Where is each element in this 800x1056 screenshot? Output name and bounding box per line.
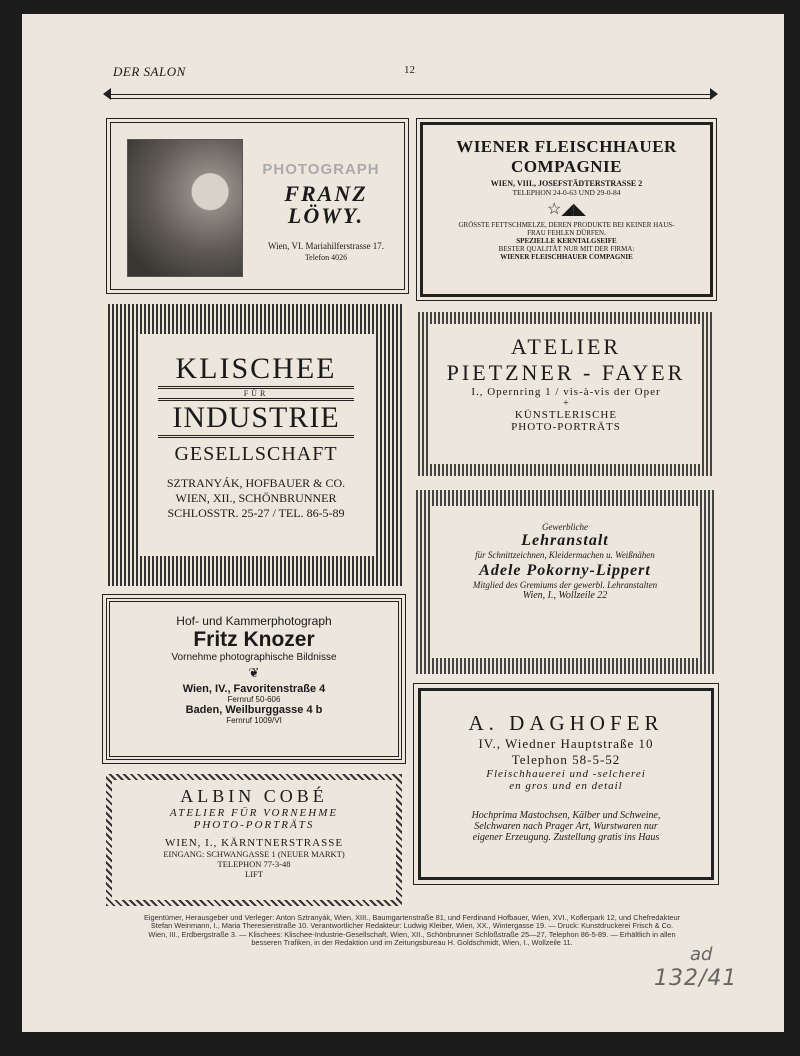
klischee-industrie: INDUSTRIE bbox=[172, 401, 340, 434]
magazine-title: DER SALON bbox=[113, 64, 186, 79]
pietzner-name: PIETZNER - FAYER bbox=[446, 360, 686, 385]
header-rule bbox=[110, 94, 710, 99]
lowy-address: Wien, VI. Mariahilferstrasse 17. bbox=[268, 241, 384, 251]
klischee-title: KLISCHEE bbox=[175, 352, 337, 385]
wiener-line-5: WIENER FLEISCHHAUER COMPAGNIE bbox=[500, 253, 633, 261]
knozer-monogram-icon: ❦ bbox=[248, 665, 260, 680]
knozer-line-6: Baden, Weilburggasse 4 b bbox=[185, 704, 323, 716]
daghofer-line-8: eigener Erzeugung. Zustellung gratis ins Haus bbox=[472, 832, 660, 843]
klischee-line-2: WIEN, XII., SCHÖNBRUNNER bbox=[175, 491, 337, 505]
page-number: 12 bbox=[404, 64, 415, 76]
klischee-line-1: SZTRANYÁK, HOFBAUER & CO. bbox=[166, 476, 346, 490]
cobe-line-6: TELEPHON 77-3-48 bbox=[217, 859, 291, 869]
pietzner-plus: + bbox=[563, 398, 569, 409]
wiener-line-4: BESTER QUALITÄT NUR MIT DER FIRMA: bbox=[498, 245, 635, 253]
daghofer-line-7: Selchwaren nach Prager Art, Wurstwaren nur bbox=[474, 821, 658, 832]
cobe-line-3: PHOTO-PORTRÄTS bbox=[193, 819, 315, 831]
knozer-line-5: Fernruf 50-606 bbox=[227, 695, 281, 704]
ad-klischee-industrie bbox=[108, 304, 404, 586]
daghofer-line-5: en gros und en detail bbox=[509, 780, 623, 792]
knozer-line-4: Wien, IV., Favoritenstraße 4 bbox=[182, 683, 326, 695]
photograph-label: PHOTOGRAPH bbox=[262, 161, 380, 178]
lehr-line-3: für Schnittzeichnen, Kleidermachen u. Weißnähen bbox=[475, 550, 655, 560]
lowy-name-1: FRANZ bbox=[284, 181, 368, 206]
klischee-line-3: SCHLOSSTR. 25-27 / TEL. 86-5-89 bbox=[167, 506, 345, 520]
lehr-line-4: Adele Pokorny-Lippert bbox=[479, 562, 651, 579]
wiener-address: WIEN, VIII., JOSEFSTÄDTERSTRASSE 2 bbox=[490, 179, 643, 188]
daghofer-line-4: Fleischhauerei und -selcherei bbox=[486, 768, 646, 780]
knozer-line-3: Vornehme photographische Bildnisse bbox=[171, 652, 337, 663]
cobe-line-4: WIEN, I., KÄRNTNERSTRASSE bbox=[164, 837, 344, 849]
knozer-line-1: Hof- und Kammerphotograph bbox=[176, 614, 332, 628]
imprint bbox=[112, 914, 712, 948]
lowy-phone: Telefon 4026 bbox=[304, 253, 348, 262]
knozer-line-2: Fritz Knozer bbox=[193, 628, 315, 651]
imprint-line-2: Stefan Weinmann, I., Maria Theresienstraße 10. Verantwortlicher Redakteur: Ludwig Kleiber, Wien, XX., Wintergasse 19. — Druck: Kunstdruckerei Frisch & Co. bbox=[150, 921, 674, 931]
knozer-line-7: Fernruf 1009/VI bbox=[226, 716, 282, 725]
klischee-fur: FÜR bbox=[158, 386, 354, 401]
lehr-line-1: Gewerbliche bbox=[542, 522, 588, 532]
daghofer-line-6: Hochprima Mastochsen, Kälber und Schweine, bbox=[471, 810, 661, 821]
ad-lehranstalt-pokorny bbox=[416, 490, 714, 674]
lehr-line-2: Lehranstalt bbox=[521, 532, 609, 549]
ad-daghofer bbox=[418, 688, 714, 880]
ad-franz-lowy bbox=[110, 122, 405, 290]
klischee-divider bbox=[158, 435, 354, 443]
ad-fritz-knozer bbox=[106, 598, 402, 760]
ad-atelier-pietzner-fayer bbox=[418, 312, 714, 476]
portrait-photo bbox=[127, 139, 243, 277]
pietzner-line-2: KÜNSTLERISCHE bbox=[514, 409, 618, 421]
cobe-line-2: ATELIER FÜR VORNEHME bbox=[169, 807, 339, 819]
imprint-line-1: Eigentümer, Herausgeber und Verleger: Anton Sztranyák, Wien, XIII., Baumgartenstraße 81, und Ferdinand Hofbauer, Wien, XVI., Koflerpark 12, und Chefredakteur bbox=[143, 913, 681, 922]
daghofer-line-2: IV., Wiedner Hauptstraße 10 bbox=[478, 736, 654, 751]
wiener-title-2: COMPAGNIE bbox=[511, 157, 622, 176]
daghofer-line-1: A. DAGHOFER bbox=[468, 711, 664, 735]
lehr-line-6: Wien, I., Wollzeile 22 bbox=[522, 590, 608, 601]
imprint-line-4: besseren Trafiken, in der Redaktion und im Zeitungsbureau H. Goldschmidt, Wien, I., Wollzeile 11. bbox=[251, 938, 573, 948]
lowy-name-2: LÖWY. bbox=[287, 203, 365, 228]
wiener-line-1: GRÖSSTE FETTSCHMELZE, DEREN PRODUKTE BEI KEINER HAUS- bbox=[458, 221, 675, 229]
pietzner-atelier: ATELIER bbox=[510, 334, 622, 359]
pietzner-line-3: PHOTO-PORTRÄTS bbox=[511, 421, 621, 433]
wiener-phone: TELEPHON 24-0-63 UND 29-0-84 bbox=[512, 188, 621, 197]
wiener-line-2: FRAU FEHLEN DÜRFEN. bbox=[527, 229, 606, 237]
wiener-line-3: SPEZIELLE KERNTALGSEIFE bbox=[516, 237, 617, 245]
daghofer-line-3: Telephon 58-5-52 bbox=[511, 752, 621, 767]
lehr-line-5: Mitglied des Gremiums der gewerbl. Lehranstalten bbox=[472, 580, 658, 590]
ad-albin-cobe bbox=[106, 774, 402, 906]
ad-wiener-fleischhauer bbox=[420, 122, 713, 297]
pietzner-address: I., Opernring 1 / vis-à-vis der Oper bbox=[471, 386, 661, 398]
handwritten-note-ad: ad bbox=[690, 944, 713, 965]
wiener-emblem-icon: ☆◢◣ bbox=[547, 201, 586, 218]
cobe-line-1: ALBIN COBÉ bbox=[180, 786, 328, 806]
cobe-line-7: LIFT bbox=[245, 869, 263, 879]
cobe-line-5: EINGANG: SCHWANGASSE 1 (NEUER MARKT) bbox=[163, 849, 345, 859]
klischee-gesellschaft: GESELLSCHAFT bbox=[174, 443, 338, 465]
imprint-line-3: Wien, III., Erdbergstraße 3. — Klischees: Klischee-Industrie-Gesellschaft, Wien, XII., Schönbrunner Schloßstraße 25—27, Telephon 86-5-89. — Erhältlich in allen bbox=[148, 929, 676, 939]
wiener-title-1: WIENER FLEISCHHAUER bbox=[456, 137, 677, 156]
rule-arrow-right bbox=[710, 88, 718, 100]
rule-arrow-left bbox=[103, 88, 111, 100]
handwritten-shelfmark: 132/41 bbox=[654, 966, 738, 991]
